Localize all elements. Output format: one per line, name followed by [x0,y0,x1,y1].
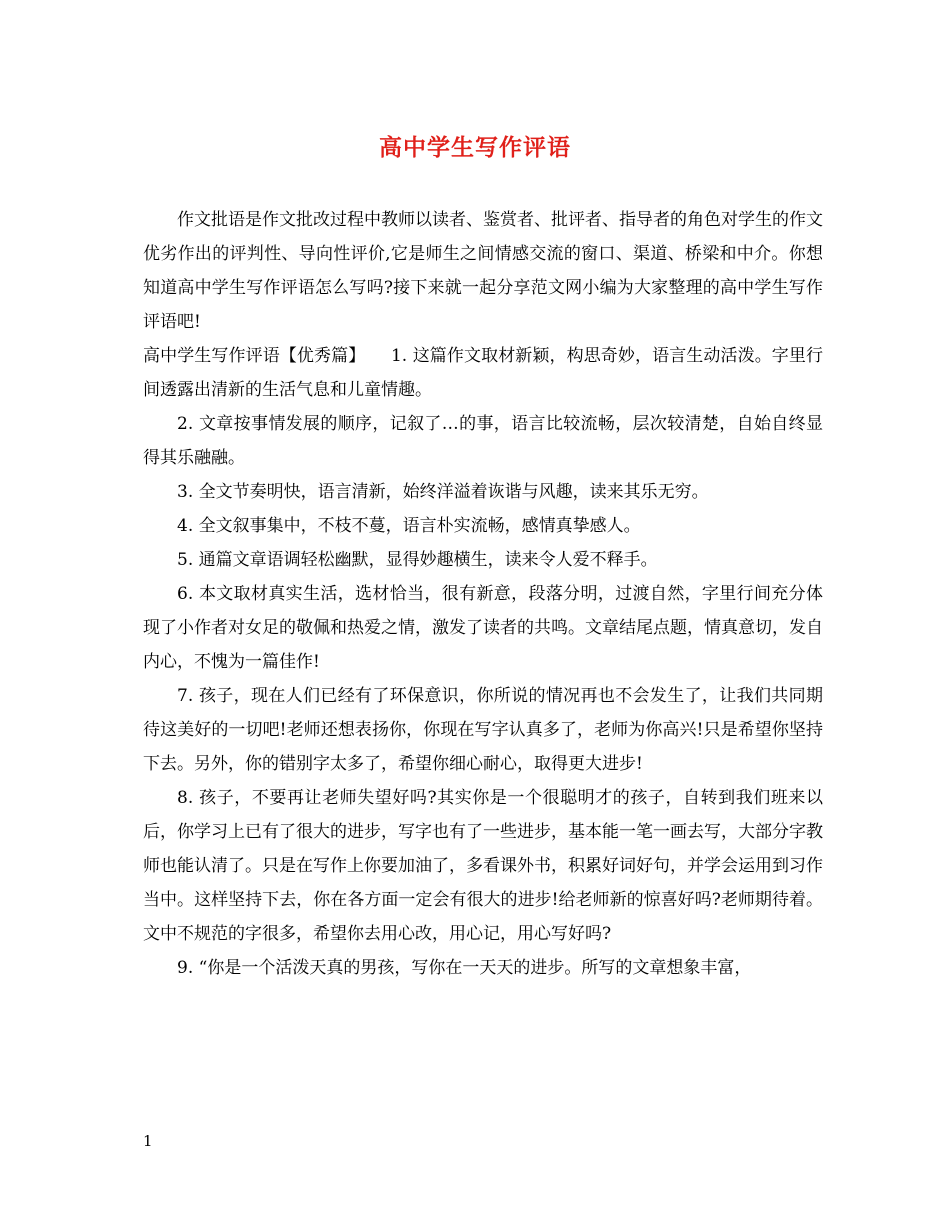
comment-item-3: 3. 全文节奏明快，语言清新，始终洋溢着诙谐与风趣，读来其乐无穷。 [177,482,709,502]
document-body [143,203,823,985]
page-title: 高中学生写作评语 [379,134,571,161]
page-number: 1 [143,1132,153,1150]
comment-item-5: 5. 通篇文章语调轻松幽默，显得妙趣横生，读来令人爱不释手。 [177,550,658,570]
section-heading-paragraph: 高中学生写作评语【优秀篇】 1. 这篇作文取材新颖，构思奇妙，语言生动活泼。字里行间透露出清新的生活气息和儿童情趣。 [143,346,823,400]
comment-item-7: 7. 孩子，现在人们已经有了环保意识，你所说的情况再也不会发生了，让我们共同期待这美好的一切吧!老师还想表扬你，你现在写字认真多了，老师为你高兴!只是希望你坚持下去。另外，你的错别字太多了，希望你细心耐心，取得更大进步! [143,686,823,774]
comment-item-4: 4. 全文叙事集中，不枝不蔓，语言朴实流畅，感情真挚感人。 [177,516,641,536]
intro-paragraph: 作文批语是作文批改过程中教师以读者、鉴赏者、批评者、指导者的角色对学生的作文优劣作出的评判性、导向性评价,它是师生之间情感交流的窗口、渠道、桥梁和中介。你想知道高中学生写作评语怎么写吗?接下来就一起分享范文网小编为大家整理的高中学生写作评语吧! [143,210,823,332]
comment-item-6: 6. 本文取材真实生活，选材恰当，很有新意，段落分明，过渡自然，字里行间充分体现了小作者对女足的敬佩和热爱之情，激发了读者的共鸣。文章结尾点题，情真意切，发自内心，不愧为一篇佳作! [143,584,823,672]
comment-item-8: 8. 孩子，不要再让老师失望好吗?其实你是一个很聪明才的孩子，自转到我们班来以后，你学习上已有了很大的进步，写字也有了一些进步，基本能一笔一画去写，大部分字教师也能认清了。只是在写作上你要加油了，多看课外书，积累好词好句，并学会运用到习作当中。这样坚持下去，你在各方面一定会有很大的进步!给老师新的惊喜好吗?老师期待着。文中不规范的字很多，希望你去用心改，用心记，用心写好吗? [143,788,823,944]
comment-item-2: 2. 文章按事情发展的顺序，记叙了…的事，语言比较流畅，层次较清楚，自始自终显得其乐融融。 [143,414,823,468]
comment-item-9: 9. “你是一个活泼天真的男孩，写你在一天天的进步。所写的文章想象丰富， [177,958,752,978]
